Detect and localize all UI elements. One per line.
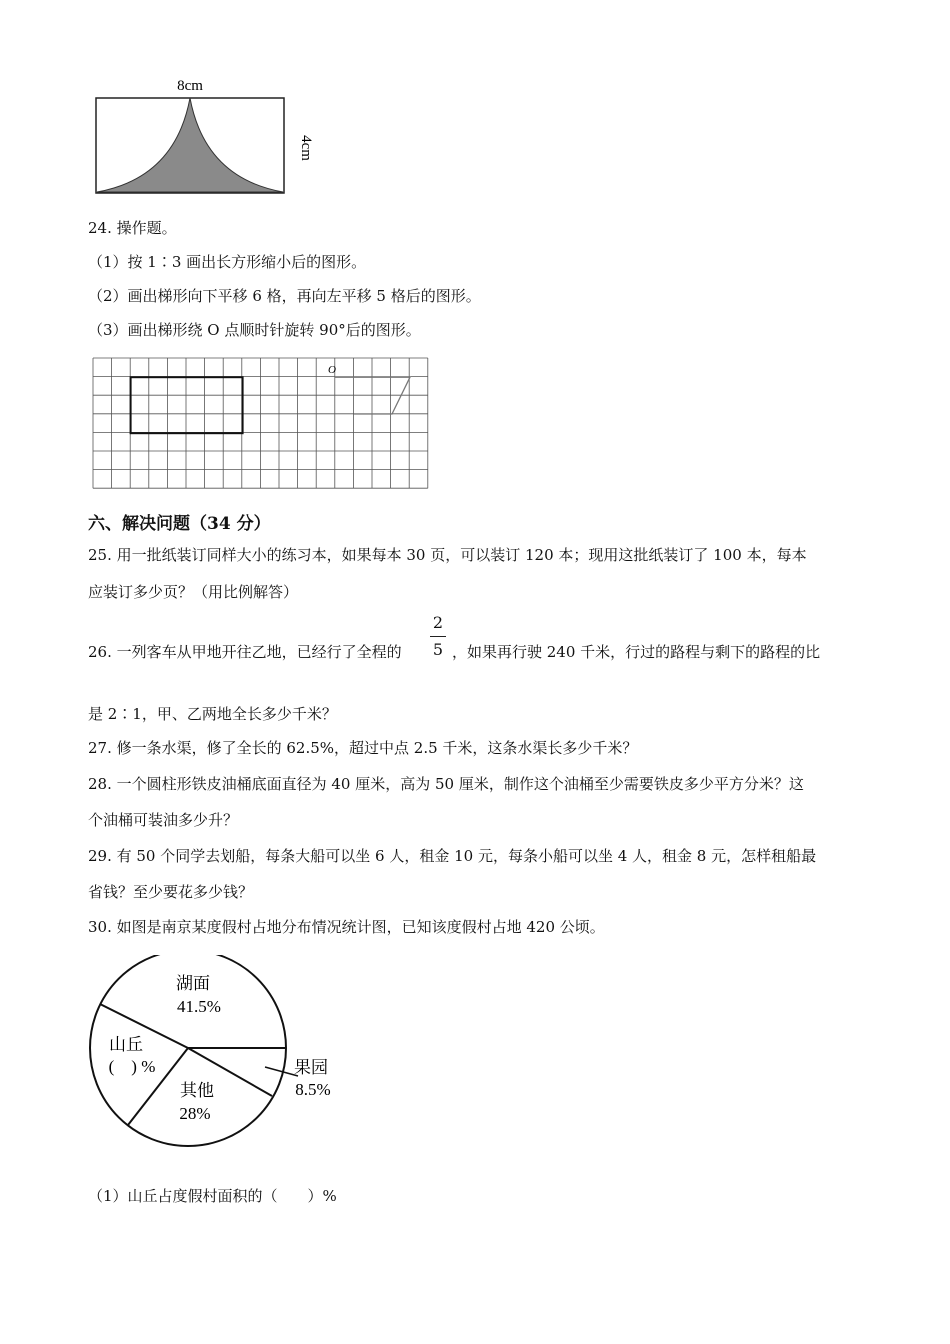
q24-title: 24. 操作题。 <box>88 219 177 237</box>
grid-figure <box>90 356 432 494</box>
grid-point-label: O <box>328 364 336 376</box>
slice-value-orchard: 8.5% <box>295 1080 331 1099</box>
q24-sub3: （3）画出梯形绕 O 点顺时针旋转 90°后的图形。 <box>88 321 421 339</box>
q30-sub1: （1）山丘占度假村面积的（ ）% <box>88 1187 337 1205</box>
fraction-bar <box>430 636 446 637</box>
slice-label-orchard: 果园 <box>294 1058 328 1077</box>
section-heading: 六、解决问题（34 分） <box>88 514 271 534</box>
grid-rectangle <box>131 377 243 433</box>
slice-label-other: 其他 <box>180 1081 214 1100</box>
shaded-region <box>97 98 283 192</box>
q27-line1: 27. 修一条水渠，修了全长的 62.5%，超过中点 2.5 千米，这条水渠长多少千米？ <box>88 739 638 757</box>
slice-value-lake: 41.5% <box>177 997 221 1016</box>
slice-label-lake: 湖面 <box>176 974 210 993</box>
slice-label-hill: 山丘 <box>109 1035 143 1054</box>
slice-value-hill: ( ) % <box>108 1057 156 1076</box>
q30-line1: 30. 如图是南京某度假村占地分布情况统计图，已知该度假村占地 420 公顷。 <box>88 918 605 936</box>
q28-line2: 个油桶可装油多少升？ <box>88 811 239 829</box>
rectangle-arc-figure <box>80 70 320 200</box>
grid-trapezoid <box>335 377 410 414</box>
q26-fraction <box>428 613 448 660</box>
q25-line1: 25. 用一批纸装订同样大小的练习本，如果每本 30 页，可以装订 120 本；现用这批纸装订了 100 本，每本 <box>88 546 807 564</box>
fraction-denominator: 5 <box>432 640 444 659</box>
fraction-numerator: 2 <box>432 613 444 632</box>
q24-sub1: （1）按 1∶3 画出长方形缩小后的图形。 <box>88 253 367 271</box>
q26-before: 26. 一列客车从甲地开往乙地，已经行了全程的 <box>88 643 402 661</box>
q29-line1: 29. 有 50 个同学去划船，每条大船可以坐 6 人，租金 10 元，每条小船可以坐 4 人，租金 8 元，怎样租船最 <box>88 847 817 865</box>
q28-line1: 28. 一个圆柱形铁皮油桶底面直径为 40 厘米，高为 50 厘米，制作这个油桶至少需要铁皮多少平方分米？这 <box>88 775 804 793</box>
height-label: 4cm <box>298 135 314 161</box>
width-label: 8cm <box>177 78 203 94</box>
q26-after: ，如果再行驶 240 千米，行过的路程与剩下的路程的比 <box>452 643 821 661</box>
q29-line2: 省钱？至少要花多少钱？ <box>88 883 254 901</box>
pie-chart <box>80 955 350 1155</box>
q26-line2: 是 2∶1，甲、乙两地全长多少千米？ <box>88 705 337 723</box>
q24-sub2: （2）画出梯形向下平移 6 格，再向左平移 5 格后的图形。 <box>88 287 481 305</box>
slice-value-other: 28% <box>179 1104 211 1123</box>
q25-line2: 应装订多少页？（用比例解答） <box>88 583 299 601</box>
